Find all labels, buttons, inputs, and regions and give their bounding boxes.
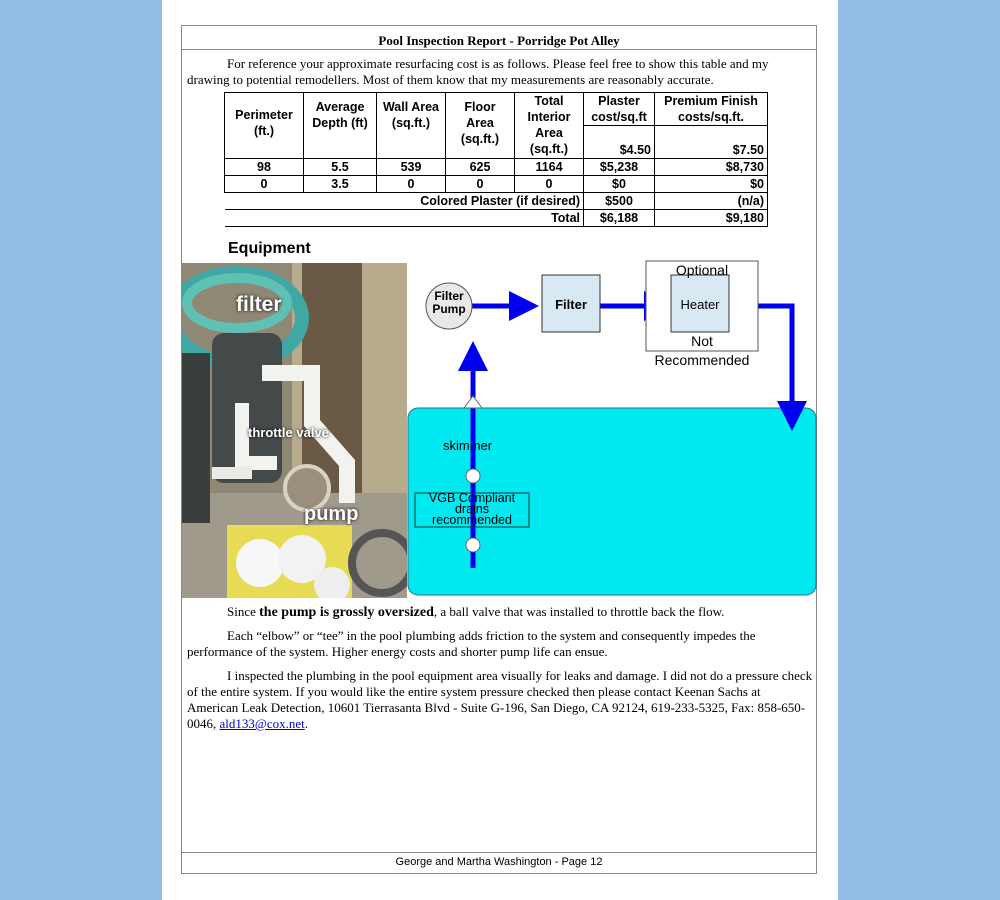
page-footer: George and Martha Washington - Page 12 — [182, 852, 816, 873]
pump-oversized-emphasis: the pump is grossly oversized — [259, 605, 434, 620]
inspection-paragraph: I inspected the plumbing in the pool equipment area visually for leaks and damage. I did not do a pressure check of the entire system. If you would like the entire system pressure checked then please contact Keenan Sachs at American Leak Detection, 10601 Tierrasanta Blvd - Suite G-196, San Diego, CA 92124, 619-233-5325, Fax: 858-650-0046, ald133@cox.net. — [187, 668, 813, 731]
email-link[interactable]: ald133@cox.net — [219, 716, 305, 731]
col-total-area: Total Interior Area (sq.ft.) — [515, 93, 584, 159]
filter-pump-label: Filter Pump — [432, 289, 466, 316]
premium-rate: $7.50 — [732, 143, 764, 157]
filter-label: Filter — [555, 297, 587, 312]
col-floor: Floor Area (sq.ft.) — [446, 93, 515, 159]
recommended-label: Recommended — [654, 352, 750, 368]
heater-label: Heater — [680, 297, 720, 312]
vgb-label: VGB Compliant drains recommended — [428, 491, 516, 527]
colored-plaster-row: Colored Plaster (if desired) $500 (n/a) — [225, 193, 768, 210]
table-row: 98 5.5 539 625 1164 $5,238 $8,730 — [225, 159, 768, 176]
drain-icon — [466, 538, 480, 552]
equipment-heading: Equipment — [228, 240, 311, 257]
elbow-paragraph: Each “elbow” or “tee” in the pool plumbing adds friction to the system and consequently impedes the performance of the system. Higher energy costs and shorter pump life can ensue. — [187, 628, 756, 659]
intro-paragraph — [187, 56, 813, 88]
plumbing-diagram — [407, 258, 817, 603]
table-header-row — [225, 93, 768, 159]
page-frame — [181, 25, 817, 874]
drain-icon — [466, 469, 480, 483]
report-page — [162, 0, 838, 900]
pump-paragraph: Since the pump is grossly oversized, a ball valve that was installed to throttle back the flow. — [227, 604, 725, 620]
photo-label-pump: pump — [304, 503, 359, 525]
intro-text: For reference your approximate resurfacing cost is as follows. Please feel free to show this table and my drawing to potential remodellers. Most of them know that my measurements are reasonably accurate. — [187, 56, 769, 87]
equipment-photo — [182, 263, 407, 598]
col-perimeter: Perimeter (ft.) — [225, 93, 304, 159]
col-wall: Wall Area (sq.ft.) — [377, 93, 446, 159]
photo-label-throttle: throttle valve — [248, 425, 329, 440]
col-premium: Premium Finish costs/sq.ft. $7.50 — [655, 93, 768, 159]
photo-label-filter: filter — [236, 293, 282, 316]
not-label: Not — [691, 333, 713, 349]
total-row: Total $6,188 $9,180 — [225, 210, 768, 227]
col-plaster: Plaster cost/sq.ft $4.50 — [584, 93, 655, 159]
report-title: Pool Inspection Report - Porridge Pot Alley — [182, 26, 816, 50]
col-depth: Average Depth (ft) — [304, 93, 377, 159]
skimmer-icon — [464, 396, 482, 408]
optional-label: Optional — [675, 262, 729, 278]
plaster-rate: $4.50 — [619, 143, 651, 157]
skimmer-label: skimmer — [443, 438, 493, 453]
table-row: 0 3.5 0 0 0 $0 $0 — [225, 176, 768, 193]
cost-table — [224, 92, 768, 227]
